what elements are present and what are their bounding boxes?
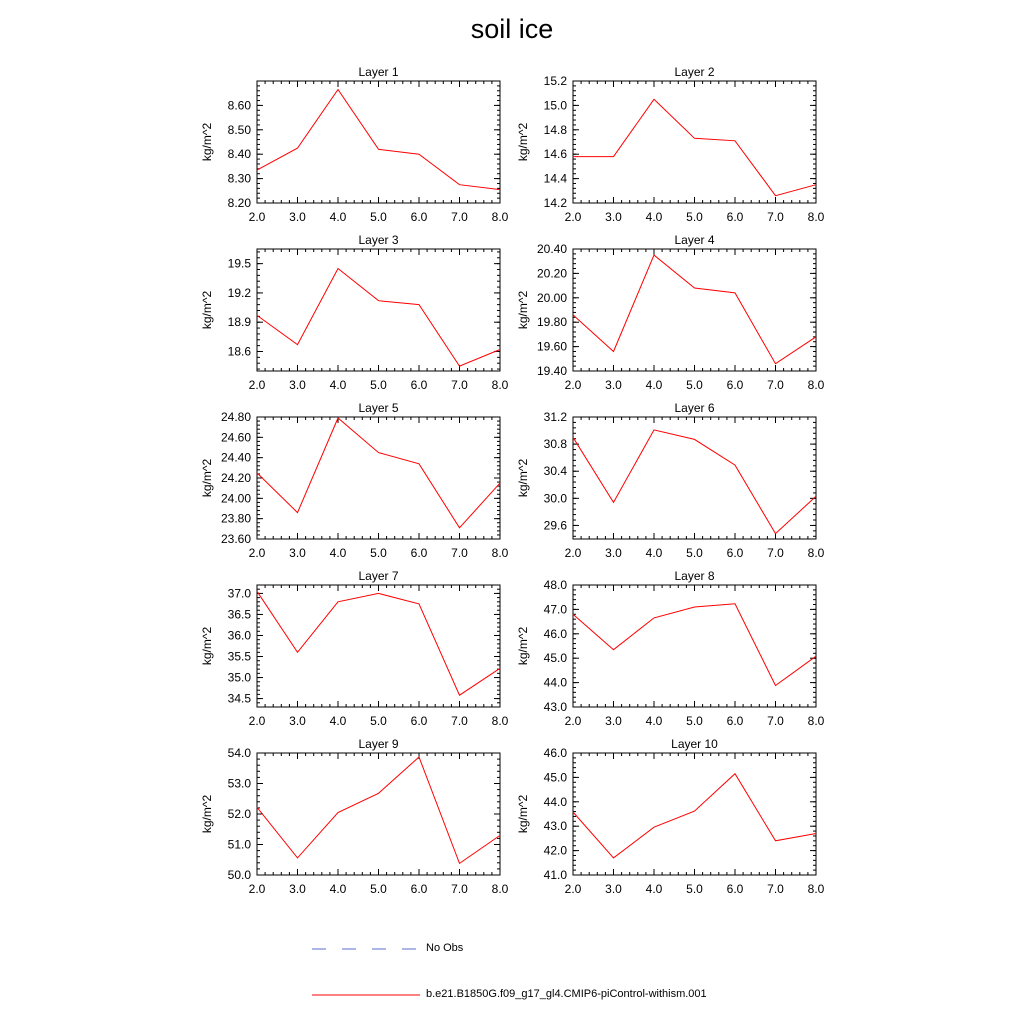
x-tick-label: 8.0 — [807, 882, 825, 896]
x-tick-label: 4.0 — [329, 546, 347, 560]
y-tick-label: 31.2 — [543, 410, 567, 424]
y-tick-label: 43.0 — [543, 700, 567, 714]
panel-layer-8 — [516, 569, 825, 728]
y-tick-label: 8.30 — [227, 171, 251, 186]
x-tick-label: 7.0 — [767, 378, 784, 392]
x-tick-label: 5.0 — [370, 210, 387, 224]
x-tick-label: 3.0 — [289, 546, 306, 560]
panel-layer-6 — [516, 401, 825, 560]
x-tick-label: 7.0 — [767, 546, 784, 560]
panel-title: Layer 8 — [674, 569, 715, 583]
y-tick-label: 30.8 — [543, 437, 567, 452]
x-tick-label: 8.0 — [807, 546, 825, 560]
panel-layer-9 — [200, 737, 509, 896]
plot-frame — [257, 417, 500, 539]
x-tick-label: 4.0 — [329, 714, 347, 728]
x-tick-label: 3.0 — [289, 714, 306, 728]
y-tick-label: 30.4 — [543, 464, 567, 479]
x-tick-label: 5.0 — [686, 882, 703, 896]
x-tick-label: 2.0 — [248, 210, 266, 224]
y-tick-label: 50.0 — [227, 868, 251, 882]
x-tick-label: 3.0 — [289, 378, 306, 392]
x-tick-label: 3.0 — [289, 210, 306, 224]
series-line — [257, 269, 500, 367]
y-tick-label: 42.0 — [543, 843, 567, 858]
y-axis-label: kg/m^2 — [200, 122, 214, 162]
y-tick-label: 18.9 — [227, 315, 251, 330]
y-tick-label: 19.5 — [227, 256, 251, 271]
panel-layer-5 — [200, 401, 509, 560]
panel-layer-4 — [516, 233, 825, 392]
x-tick-label: 4.0 — [329, 882, 347, 896]
y-tick-label: 24.40 — [220, 450, 251, 465]
plot-frame — [257, 249, 500, 371]
legend-obs-line — [312, 944, 422, 954]
x-tick-label: 6.0 — [410, 714, 428, 728]
y-tick-label: 19.40 — [536, 364, 567, 378]
x-tick-label: 3.0 — [605, 714, 622, 728]
y-tick-label: 35.5 — [227, 649, 251, 664]
y-tick-label: 8.60 — [227, 98, 251, 113]
y-tick-label: 47.0 — [543, 602, 567, 617]
series-line — [257, 418, 500, 528]
y-tick-label: 43.0 — [543, 819, 567, 834]
x-tick-label: 2.0 — [248, 714, 266, 728]
series-line — [257, 591, 500, 695]
panel-layer-1 — [200, 65, 509, 224]
x-tick-label: 6.0 — [726, 378, 744, 392]
x-tick-label: 4.0 — [329, 378, 347, 392]
y-tick-label: 14.4 — [543, 171, 567, 186]
x-tick-label: 3.0 — [605, 882, 622, 896]
panel-title: Layer 5 — [358, 401, 399, 415]
y-tick-label: 20.00 — [536, 290, 567, 305]
series-line — [573, 774, 816, 858]
y-tick-label: 52.0 — [227, 807, 251, 821]
x-tick-label: 2.0 — [248, 882, 266, 896]
y-tick-label: 37.0 — [227, 586, 251, 601]
panel-layer-2 — [516, 65, 825, 224]
x-tick-label: 5.0 — [370, 546, 387, 560]
x-tick-label: 4.0 — [645, 882, 663, 896]
panel-title: Layer 2 — [674, 65, 715, 79]
plot-frame — [573, 417, 816, 539]
y-tick-label: 24.80 — [220, 410, 251, 424]
x-tick-label: 2.0 — [564, 210, 582, 224]
panel-title: Layer 6 — [674, 401, 715, 415]
x-tick-label: 8.0 — [491, 210, 509, 224]
y-tick-label: 14.6 — [543, 147, 567, 162]
y-axis-label: kg/m^2 — [516, 290, 530, 330]
y-tick-label: 20.40 — [536, 242, 567, 256]
x-tick-label: 4.0 — [645, 546, 663, 560]
y-tick-label: 41.0 — [543, 868, 567, 882]
y-tick-label: 20.20 — [536, 266, 567, 281]
x-tick-label: 7.0 — [451, 378, 468, 392]
x-tick-label: 6.0 — [410, 378, 428, 392]
plot-frame — [257, 753, 500, 875]
y-tick-label: 24.00 — [220, 491, 251, 506]
y-tick-label: 36.0 — [227, 628, 251, 643]
y-axis-label: kg/m^2 — [200, 626, 214, 666]
x-tick-label: 8.0 — [807, 714, 825, 728]
y-axis-label: kg/m^2 — [516, 626, 530, 666]
y-tick-label: 15.2 — [543, 74, 567, 88]
y-tick-label: 53.0 — [227, 776, 251, 791]
x-tick-label: 7.0 — [767, 714, 784, 728]
y-tick-label: 23.80 — [220, 511, 251, 526]
y-tick-label: 14.2 — [543, 196, 567, 210]
x-tick-label: 6.0 — [410, 546, 428, 560]
x-tick-label: 4.0 — [645, 378, 663, 392]
x-tick-label: 4.0 — [645, 210, 663, 224]
x-tick-label: 6.0 — [410, 210, 428, 224]
y-tick-label: 24.20 — [220, 471, 251, 485]
y-tick-label: 44.0 — [543, 675, 567, 690]
x-tick-label: 5.0 — [686, 378, 703, 392]
y-tick-label: 54.0 — [227, 746, 251, 760]
y-tick-label: 51.0 — [227, 837, 251, 852]
panel-layer-10 — [516, 737, 825, 896]
x-tick-label: 3.0 — [605, 210, 622, 224]
x-tick-label: 7.0 — [451, 546, 468, 560]
y-tick-label: 14.8 — [543, 122, 567, 137]
panel-title: Layer 3 — [358, 233, 399, 247]
panel-title: Layer 4 — [674, 233, 715, 247]
series-line — [257, 757, 500, 863]
x-tick-label: 3.0 — [605, 546, 622, 560]
panel-title: Layer 10 — [671, 737, 718, 751]
y-tick-label: 29.6 — [543, 518, 567, 533]
y-tick-label: 45.0 — [543, 770, 567, 785]
panel-title: Layer 7 — [358, 569, 399, 583]
x-tick-label: 8.0 — [491, 546, 509, 560]
x-tick-label: 5.0 — [370, 378, 387, 392]
x-tick-label: 8.0 — [491, 882, 509, 896]
x-tick-label: 7.0 — [767, 210, 784, 224]
y-axis-label: kg/m^2 — [200, 794, 214, 834]
panel-layer-7 — [200, 569, 509, 728]
y-tick-label: 8.40 — [227, 147, 251, 162]
y-tick-label: 24.60 — [220, 430, 251, 445]
x-tick-label: 8.0 — [807, 210, 825, 224]
x-tick-label: 2.0 — [564, 714, 582, 728]
x-tick-label: 2.0 — [248, 546, 266, 560]
x-tick-label: 6.0 — [726, 882, 744, 896]
x-tick-label: 8.0 — [491, 378, 509, 392]
y-tick-label: 36.5 — [227, 607, 251, 622]
y-tick-label: 35.0 — [227, 670, 251, 685]
y-tick-label: 45.0 — [543, 651, 567, 666]
series-line — [573, 604, 816, 686]
plot-frame — [573, 753, 816, 875]
x-tick-label: 3.0 — [605, 378, 622, 392]
y-axis-label: kg/m^2 — [200, 458, 214, 498]
x-tick-label: 6.0 — [410, 882, 428, 896]
plot-frame — [573, 81, 816, 203]
series-line — [573, 430, 816, 534]
legend-model-line — [312, 990, 422, 1000]
panel-layer-3 — [200, 233, 509, 392]
x-tick-label: 8.0 — [807, 378, 825, 392]
y-tick-label: 34.5 — [227, 691, 251, 706]
x-tick-label: 7.0 — [451, 210, 468, 224]
y-tick-label: 19.2 — [227, 285, 251, 300]
legend-model-label: b.e21.B1850G.f09_g17_gl4.CMIP6-piControl-withism.001 — [426, 988, 707, 1000]
y-axis-label: kg/m^2 — [516, 458, 530, 498]
x-tick-label: 6.0 — [726, 210, 744, 224]
x-tick-label: 2.0 — [564, 882, 582, 896]
x-tick-label: 2.0 — [564, 546, 582, 560]
x-tick-label: 7.0 — [451, 882, 468, 896]
panel-title: Layer 9 — [358, 737, 399, 751]
x-tick-label: 4.0 — [645, 714, 663, 728]
x-tick-label: 5.0 — [686, 714, 703, 728]
series-line — [573, 99, 816, 195]
x-tick-label: 7.0 — [767, 882, 784, 896]
x-tick-label: 2.0 — [248, 378, 266, 392]
y-tick-label: 44.0 — [543, 794, 567, 809]
x-tick-label: 5.0 — [370, 882, 387, 896]
x-tick-label: 5.0 — [686, 210, 703, 224]
y-tick-label: 8.20 — [227, 196, 251, 210]
y-axis-label: kg/m^2 — [516, 122, 530, 162]
x-tick-label: 4.0 — [329, 210, 347, 224]
x-tick-label: 8.0 — [491, 714, 509, 728]
legend-obs-label: No Obs — [426, 942, 464, 954]
y-axis-label: kg/m^2 — [516, 794, 530, 834]
page-title: soil ice — [470, 14, 554, 44]
x-tick-label: 7.0 — [451, 714, 468, 728]
y-tick-label: 18.6 — [227, 344, 251, 359]
x-tick-label: 6.0 — [726, 546, 744, 560]
x-tick-label: 5.0 — [686, 546, 703, 560]
x-tick-label: 3.0 — [289, 882, 306, 896]
y-tick-label: 19.80 — [536, 315, 567, 330]
panel-title: Layer 1 — [358, 65, 399, 79]
x-tick-label: 5.0 — [370, 714, 387, 728]
y-tick-label: 15.0 — [543, 98, 567, 113]
y-tick-label: 19.60 — [536, 339, 567, 354]
series-line — [573, 255, 816, 364]
y-tick-label: 48.0 — [543, 578, 567, 592]
y-tick-label: 46.0 — [543, 746, 567, 760]
plot-frame — [573, 249, 816, 371]
series-line — [257, 90, 500, 190]
x-tick-label: 2.0 — [564, 378, 582, 392]
y-axis-label: kg/m^2 — [200, 290, 214, 330]
x-tick-label: 6.0 — [726, 714, 744, 728]
y-tick-label: 30.0 — [543, 491, 567, 506]
y-tick-label: 46.0 — [543, 626, 567, 641]
y-tick-label: 8.50 — [227, 122, 251, 137]
y-tick-label: 23.60 — [220, 532, 251, 546]
